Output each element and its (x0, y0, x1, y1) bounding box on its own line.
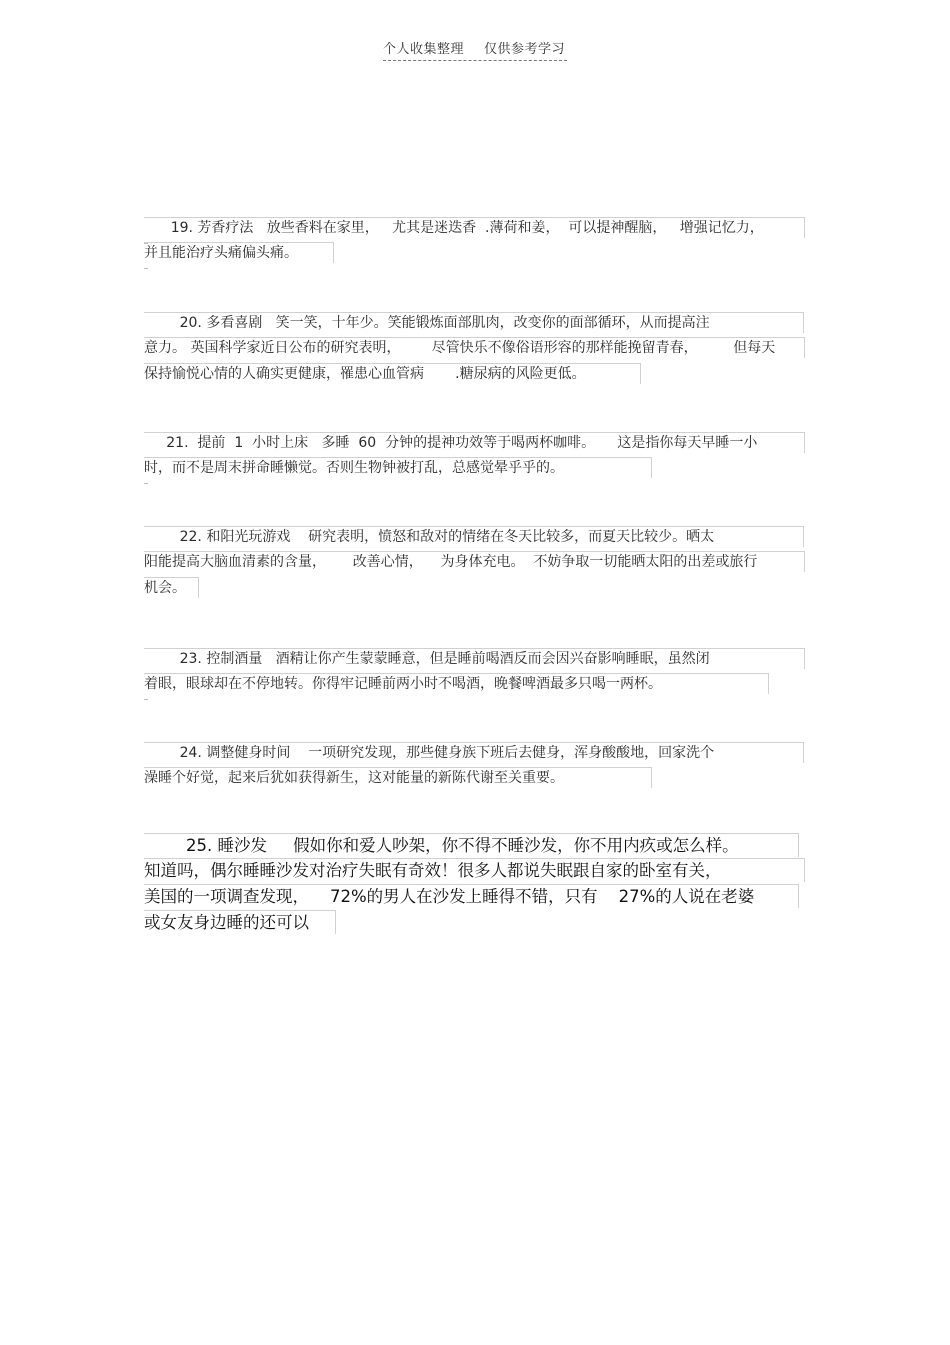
paragraph-25-line-2: 知道吗，偶尔睡睡沙发对治疗失眠有奇效！很多人都说失眠跟自家的卧室有关， (144, 858, 805, 882)
paragraph-25-line-1: 25. 睡沙发 假如你和爱人吵架，你不得不睡沙发，你不用内疚或怎么样。 (144, 833, 799, 857)
paragraph-20-line-1: 20. 多看喜剧 笑一笑，十年少。笑能锻炼面部肌肉，改变你的面部循环，从而提高注 (144, 312, 804, 333)
paragraph-21-line-2: 时，而不是周末拼命睡懒觉。否则生物钟被打乱，总感觉晕乎乎的。 (144, 457, 652, 478)
header-right: 仅供参考学习 (484, 42, 566, 57)
paragraph-24-line-1: 24. 调整健身时间 一项研究发现，那些健身族下班后去健身，浑身酸酸地，回家洗个 (144, 742, 804, 763)
paragraph-20-line-3: 保持愉悦心情的人确实更健康，罹患心血管病 .糖尿病的风险更低。 (144, 363, 641, 384)
paragraph-25-line-4: 或女友身边睡的还可以 (144, 910, 336, 934)
paragraph-25-line-3: 美国的一项调查发现， 72%的男人在沙发上睡得不错，只有 27%的人说在老婆 (144, 884, 799, 908)
paragraph-23-line-1: 23. 控制酒量 酒精让你产生蒙蒙睡意，但是睡前喝酒反而会因兴奋影响睡眠，虽然闭 (144, 648, 805, 669)
paragraph-22-line-3: 机会。 (144, 577, 199, 598)
paragraph-19-line-1: 19. 芳香疗法 放些香料在家里， 尤其是迷迭香 .薄荷和姜， 可以提神醒脑， 增强记忆力， (144, 217, 805, 238)
page-header (383, 38, 567, 61)
paragraph-19-line-2: 并且能治疗头痛偏头痛。 (144, 242, 334, 263)
paragraph-22-line-1: 22. 和阳光玩游戏 研究表明，愤怒和敌对的情绪在冬天比较多，而夏天比较少。晒太 (144, 526, 804, 547)
paragraph-23-line-2: 着眼，眼球却在不停地转。你得牢记睡前两小时不喝酒，晚餐啤酒最多只喝一两杯。 (144, 673, 769, 694)
header-left: 个人收集整理 (383, 42, 465, 57)
paragraph-20-line-2: 意力。 英国科学家近日公布的研究表明， 尽管快乐不像俗语形容的那样能挽留青春， 但每天 (144, 337, 805, 358)
paragraph-21-line-1: 21. 提前 1 小时上床 多睡 60 分钟的提神功效等于喝两杯咖啡。 这是指你每天早睡一小 (144, 432, 805, 453)
paragraph-22-line-2: 阳能提高大脑血清素的含量， 改善心情， 为身体充电。 不妨争取一切能晒太阳的出差或旅行 (144, 551, 805, 572)
paragraph-24-line-2: 澡睡个好觉，起来后犹如获得新生，这对能量的新陈代谢至关重要。 (144, 767, 652, 788)
